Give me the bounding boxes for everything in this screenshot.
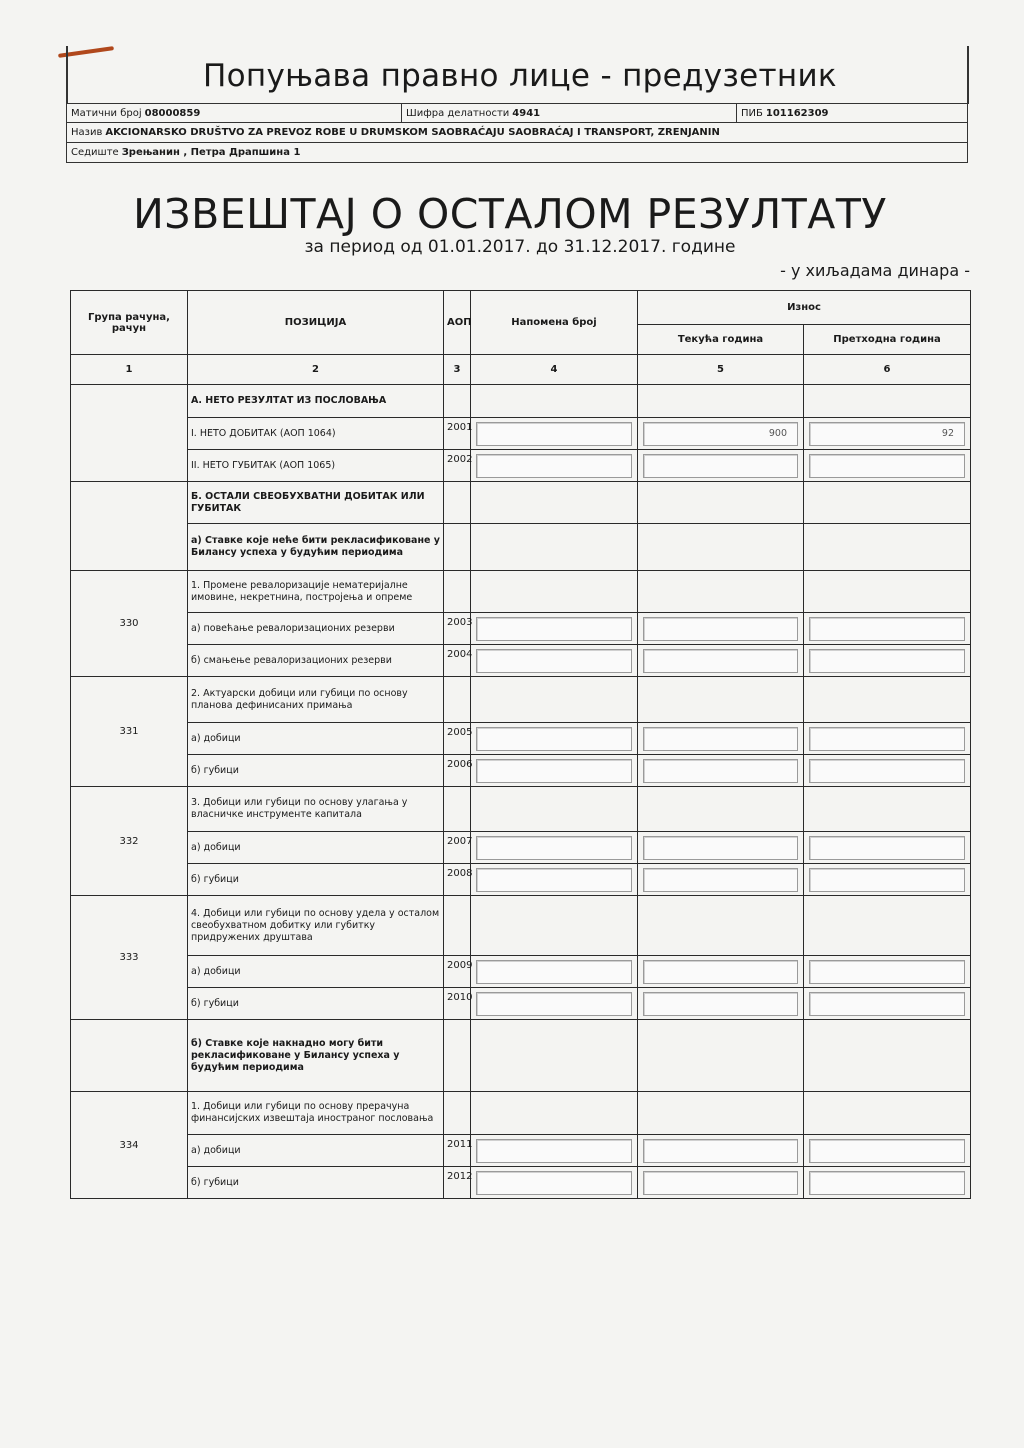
previous-cell [804, 450, 971, 482]
previous-year-input[interactable] [809, 727, 965, 751]
previous-cell [804, 482, 971, 524]
note-input[interactable] [476, 992, 632, 1016]
group-cell [71, 482, 188, 571]
note-cell [471, 755, 638, 787]
current-year-input[interactable]: 900 [643, 422, 798, 446]
aop-code: 2007 [444, 832, 471, 864]
previous-cell [804, 677, 971, 723]
note-input[interactable] [476, 1171, 632, 1195]
group-cell [71, 1020, 188, 1092]
registration-cell [67, 104, 401, 122]
note-input[interactable] [476, 1139, 632, 1163]
current-year-input[interactable] [643, 868, 798, 892]
aop-code: 2006 [444, 755, 471, 787]
table-row [71, 385, 971, 418]
row-label: а) добици [188, 723, 444, 755]
table-row [71, 524, 971, 571]
item-label: 4. Добици или губици по основу удела у осталом свеобухватном добитку или губитку придружених друштава [188, 896, 444, 956]
current-cell [638, 677, 804, 723]
table-row [71, 482, 971, 524]
previous-year-input[interactable] [809, 759, 965, 783]
header-title: Попуњава правно лице - предузетник [203, 58, 837, 94]
previous-year-input[interactable] [809, 617, 965, 641]
previous-cell [804, 723, 971, 755]
current-cell [638, 896, 804, 956]
name-value: AKCIONARSKO DRUŠTVO ZA PREVOZ ROBE U DRUMSKOM SAOBRAĆAJU SAOBRAĆAJ I TRANSPORT, ZRENJANIN [105, 127, 720, 138]
note-cell [471, 571, 638, 613]
current-cell [638, 524, 804, 571]
pib-label: ПИБ [741, 107, 763, 119]
table-row [71, 645, 971, 677]
note-cell [471, 613, 638, 645]
previous-cell [804, 956, 971, 988]
current-year-input[interactable] [643, 727, 798, 751]
previous-cell [804, 571, 971, 613]
item-label: 1. Промене ревалоризације нематеријалне имовине, некретнина, постројења и опреме [188, 571, 444, 613]
activity-label: Шифра делатности [406, 107, 510, 119]
table-row [71, 956, 971, 988]
registration-label: Матични број [71, 107, 142, 119]
table-row [71, 418, 971, 450]
current-cell [638, 988, 804, 1020]
note-cell [471, 482, 638, 524]
note-input[interactable] [476, 759, 632, 783]
col-number: 1 [71, 355, 188, 385]
note-input[interactable] [476, 422, 632, 446]
aop-code: 2008 [444, 864, 471, 896]
previous-cell [804, 613, 971, 645]
aop-cell [444, 896, 471, 956]
current-cell [638, 956, 804, 988]
note-cell [471, 956, 638, 988]
note-cell [471, 723, 638, 755]
header-amount: Износ [638, 291, 971, 325]
previous-cell [804, 1167, 971, 1199]
seat-label: Седиште [71, 147, 119, 158]
previous-year-input[interactable] [809, 454, 965, 478]
note-input[interactable] [476, 836, 632, 860]
row-label: а) добици [188, 832, 444, 864]
aop-cell [444, 787, 471, 832]
row-label: I. НЕТО ДОБИТАК (АОП 1064) [188, 418, 444, 450]
previous-cell [804, 864, 971, 896]
aop-cell [444, 385, 471, 418]
table-row [71, 755, 971, 787]
pib-cell [736, 104, 967, 122]
table-row [71, 450, 971, 482]
current-year-input[interactable] [643, 454, 798, 478]
aop-code: 2005 [444, 723, 471, 755]
note-input[interactable] [476, 868, 632, 892]
row-label: а) добици [188, 956, 444, 988]
aop-cell [444, 1020, 471, 1092]
current-cell [638, 385, 804, 418]
current-cell [638, 450, 804, 482]
note-cell [471, 988, 638, 1020]
current-year-input[interactable] [643, 649, 798, 673]
row-label: б) смањење ревалоризационих резерви [188, 645, 444, 677]
previous-cell [804, 988, 971, 1020]
section-b-label: Б. ОСТАЛИ СВЕОБУХВАТНИ ДОБИТАК ИЛИ ГУБИТАК [188, 482, 444, 524]
group-330: 330 [71, 571, 188, 677]
row-label: б) губици [188, 864, 444, 896]
note-input[interactable] [476, 454, 632, 478]
header-current: Текућа година [638, 325, 804, 355]
col-number: 5 [638, 355, 804, 385]
aop-cell [444, 571, 471, 613]
seat-value: Зрењанин , Петра Драпшина 1 [121, 147, 301, 158]
col-number: 6 [804, 355, 971, 385]
note-cell [471, 832, 638, 864]
aop-code: 2003 [444, 613, 471, 645]
note-input[interactable] [476, 960, 632, 984]
activity-cell [401, 104, 736, 122]
report-period: за период од 01.01.2017. до 31.12.2017. године [304, 237, 736, 257]
aop-cell [444, 677, 471, 723]
current-year-input[interactable] [643, 759, 798, 783]
current-cell [638, 832, 804, 864]
column-numbers-row [71, 355, 971, 385]
section-a-label: А. НЕТО РЕЗУЛТАТ ИЗ ПОСЛОВАЊА [188, 385, 444, 418]
previous-year-input[interactable]: 92 [809, 422, 965, 446]
previous-cell [804, 787, 971, 832]
note-input[interactable] [476, 727, 632, 751]
group-333: 333 [71, 896, 188, 1020]
note-cell [471, 677, 638, 723]
frame-left-line [66, 46, 68, 104]
previous-year-input[interactable] [809, 1171, 965, 1195]
current-year-input[interactable] [643, 1139, 798, 1163]
header-position: ПОЗИЦИЈА [188, 291, 444, 355]
table-row [71, 613, 971, 645]
frame-right-line [967, 46, 969, 104]
col-number: 2 [188, 355, 444, 385]
row-label: б) губици [188, 1167, 444, 1199]
note-cell [471, 418, 638, 450]
aop-code: 2002 [444, 450, 471, 482]
aop-code: 2009 [444, 956, 471, 988]
table-row [71, 896, 971, 956]
statement-table [70, 290, 971, 1199]
current-year-input[interactable] [643, 992, 798, 1016]
note-input[interactable] [476, 617, 632, 641]
current-cell [638, 1135, 804, 1167]
current-cell [638, 723, 804, 755]
item-label: 1. Добици или губици по основу прерачуна финансијских извештаја иностраног пословања [188, 1092, 444, 1135]
table-row [71, 571, 971, 613]
table-row [71, 1167, 971, 1199]
aop-cell [444, 524, 471, 571]
current-cell [638, 755, 804, 787]
note-cell [471, 1167, 638, 1199]
info-row-seat [66, 143, 968, 163]
current-cell [638, 787, 804, 832]
subsection-b-label: б) Ставке које накнадно могу бити рекласификоване у Билансу успеха у будућим периодима [188, 1020, 444, 1092]
current-cell [638, 1167, 804, 1199]
header-aop: АОП [444, 291, 471, 355]
group-332: 332 [71, 787, 188, 896]
aop-code: 2012 [444, 1167, 471, 1199]
aop-code: 2011 [444, 1135, 471, 1167]
aop-code: 2004 [444, 645, 471, 677]
table-row [71, 787, 971, 832]
group-331: 331 [71, 677, 188, 787]
table-row [71, 723, 971, 755]
row-label: а) добици [188, 1135, 444, 1167]
current-year-input[interactable] [643, 1171, 798, 1195]
previous-year-input[interactable] [809, 992, 965, 1016]
note-cell [471, 1020, 638, 1092]
previous-year-input[interactable] [809, 836, 965, 860]
item-label: 3. Добици или губици по основу улагања у власничке инструменте капитала [188, 787, 444, 832]
pib-value: 101162309 [765, 107, 829, 119]
current-year-input[interactable] [643, 960, 798, 984]
subsection-a-label: а) Ставке које неће бити рекласификоване у Билансу успеха у будућим периодима [188, 524, 444, 571]
header-previous: Претходна година [804, 325, 971, 355]
previous-cell [804, 1020, 971, 1092]
info-row-name [66, 123, 968, 143]
col-number: 4 [471, 355, 638, 385]
previous-cell [804, 755, 971, 787]
note-cell [471, 450, 638, 482]
current-cell [638, 482, 804, 524]
col-number: 3 [444, 355, 471, 385]
note-cell [471, 524, 638, 571]
aop-cell [444, 482, 471, 524]
previous-year-input[interactable] [809, 868, 965, 892]
table-row [71, 1020, 971, 1092]
current-cell [638, 418, 804, 450]
note-cell [471, 1135, 638, 1167]
table-row [71, 1135, 971, 1167]
previous-cell [804, 1092, 971, 1135]
aop-code: 2001 [444, 418, 471, 450]
current-cell [638, 645, 804, 677]
aop-code: 2010 [444, 988, 471, 1020]
name-label: Назив [71, 127, 103, 138]
current-cell [638, 1092, 804, 1135]
report-unit: - у хиљадама динара - [780, 261, 970, 280]
table-row [71, 677, 971, 723]
table-row [71, 832, 971, 864]
group-334: 334 [71, 1092, 188, 1199]
previous-cell [804, 832, 971, 864]
registration-value: 08000859 [144, 107, 201, 119]
previous-year-input[interactable] [809, 1139, 965, 1163]
table-row [71, 1092, 971, 1135]
previous-cell [804, 385, 971, 418]
row-label: б) губици [188, 755, 444, 787]
note-cell [471, 645, 638, 677]
aop-cell [444, 1092, 471, 1135]
previous-year-input[interactable] [809, 649, 965, 673]
item-label: 2. Актуарски добици или губици по основу планова дефинисаних примања [188, 677, 444, 723]
header-note: Напомена број [471, 291, 638, 355]
current-year-input[interactable] [643, 617, 798, 641]
previous-cell [804, 524, 971, 571]
table-row [71, 864, 971, 896]
previous-cell [804, 1135, 971, 1167]
note-cell [471, 896, 638, 956]
row-label: а) повећање ревалоризационих резерви [188, 613, 444, 645]
header-group: Група рачуна, рачун [71, 291, 188, 355]
row-label: б) губици [188, 988, 444, 1020]
current-cell [638, 571, 804, 613]
info-row-ids [66, 103, 968, 123]
activity-value: 4941 [512, 107, 541, 119]
note-cell [471, 1092, 638, 1135]
previous-cell [804, 418, 971, 450]
note-cell [471, 864, 638, 896]
previous-cell [804, 896, 971, 956]
table-row [71, 988, 971, 1020]
group-cell [71, 385, 188, 482]
note-input[interactable] [476, 649, 632, 673]
table-header-row [71, 291, 971, 325]
current-cell [638, 1020, 804, 1092]
current-cell [638, 864, 804, 896]
previous-year-input[interactable] [809, 960, 965, 984]
current-year-input[interactable] [643, 836, 798, 860]
previous-cell [804, 645, 971, 677]
row-label: II. НЕТО ГУБИТАК (АОП 1065) [188, 450, 444, 482]
report-title: ИЗВЕШТАЈ О ОСТАЛОМ РЕЗУЛТАТУ [133, 190, 887, 238]
note-cell [471, 385, 638, 418]
note-cell [471, 787, 638, 832]
current-cell [638, 613, 804, 645]
